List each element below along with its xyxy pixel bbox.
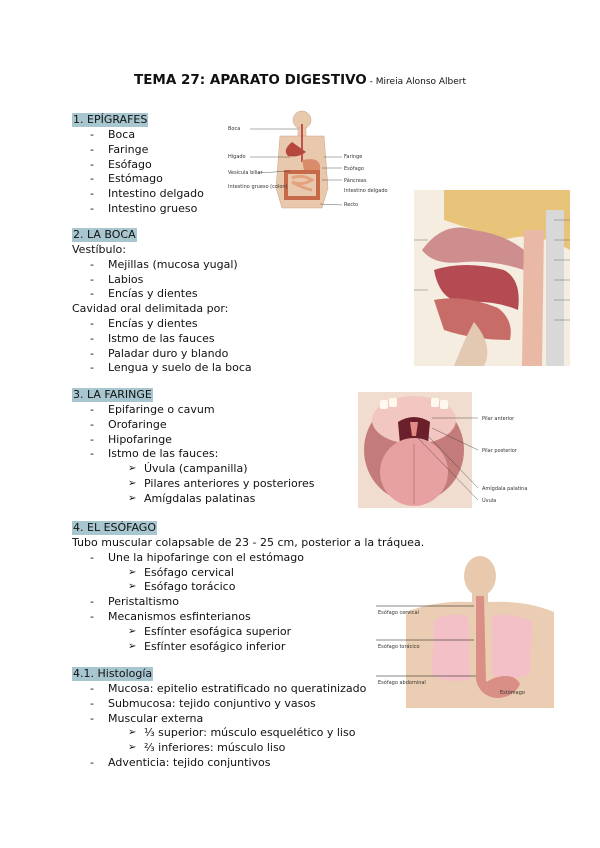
sub-list-item: ➢ ⅔ inferiores: músculo liso: [128, 741, 286, 755]
list-item: - Istmo de las fauces:: [90, 447, 219, 461]
section-faringe: [72, 383, 315, 507]
section-histologia: [72, 662, 366, 771]
figure-label: Amígdala palatina: [482, 486, 528, 492]
list-item: - Paladar duro y blando: [90, 346, 229, 360]
figure-label: Esófago torácico: [378, 644, 420, 650]
figure-label: Esófago cervical: [378, 610, 419, 616]
mouth-sagittal-figure: [414, 190, 570, 366]
list-item: - Encías y dientes: [90, 287, 198, 301]
list-item: - Hipofaringe: [90, 432, 172, 446]
figure-label: Páncreas: [344, 178, 367, 184]
title-text: TEMA 27: APARATO DIGESTIVO: [133, 72, 367, 88]
figure-label: Esófago abdominal: [378, 680, 426, 686]
figure-label: Intestino grueso (colon): [228, 184, 288, 190]
esophagus-figure: [376, 556, 568, 708]
figure-label: Esófago: [344, 166, 364, 172]
list-item: - Mucosa: epitelio estratificado no queratinizado: [90, 682, 367, 695]
sub-list-item: ➢ Esófago torácico: [128, 580, 236, 594]
paragraph: Tubo muscular colapsable de 23 - 25 cm, posterior a la tráquea.: [72, 536, 425, 549]
paragraph: Vestíbulo:: [72, 243, 126, 256]
figure-label: Faringe: [344, 154, 363, 160]
figure-label: Vesícula biliar: [228, 170, 263, 176]
list-item: - Intestino grueso: [90, 201, 198, 215]
list-item: - Boca: [90, 128, 136, 141]
author: - Mireia Alonso Albert: [366, 77, 467, 87]
figure-label: Pilar anterior: [482, 416, 515, 422]
figure-label: Pilar posterior: [482, 448, 517, 454]
list-item: - Orofaringe: [90, 417, 167, 431]
figure-label: Estómago: [500, 690, 525, 696]
list-item: - Faringe: [90, 142, 149, 156]
list-item: - Une la hipofaringe con el estómago: [90, 550, 305, 564]
digestive-system-figure: [228, 108, 388, 212]
list-item: - Istmo de las fauces: [90, 331, 215, 345]
list-item: - Adventicia: tejido conjuntivos: [90, 755, 271, 769]
list-item: - Lengua y suelo de la boca: [90, 361, 252, 375]
list-item: - Peristaltismo: [90, 595, 179, 609]
section-heading: 2. LA BOCA: [73, 228, 136, 241]
sub-list-item: ➢ Úvula (campanilla): [128, 462, 248, 476]
sub-list-item: ➢ Amígdalas palatinas: [128, 491, 256, 505]
figure-label: Boca: [228, 126, 241, 132]
sub-list-item: ➢ Pilares anteriores y posteriores: [128, 476, 315, 490]
section-esofago: [72, 516, 424, 654]
section-epigrafes: [72, 108, 204, 217]
list-item: - Muscular externa: [90, 711, 204, 725]
list-item: - Epifaringe o cavum: [90, 403, 215, 416]
figure-label: Úvula: [482, 498, 497, 504]
section-boca: [72, 223, 252, 376]
figure-label: Hígado: [228, 154, 246, 160]
list-item: - Estómago: [90, 172, 163, 186]
pharynx-figure: [358, 392, 534, 508]
section-heading: 4.1. Histología: [73, 667, 153, 680]
list-item: - Intestino delgado: [90, 187, 204, 201]
list-item: - Mecanismos esfinterianos: [90, 609, 251, 623]
sub-list-item: ➢ Esfínter esofágico inferior: [128, 639, 286, 653]
section-heading: 4. EL ESÓFAGO: [73, 521, 156, 534]
sub-list-item: ➢ Esfínter esofágica superior: [128, 624, 292, 638]
list-item: - Mejillas (mucosa yugal): [90, 257, 238, 271]
section-heading: 3. LA FARINGE: [73, 388, 152, 401]
sub-list-item: ➢ ⅓ superior: músculo esquelético y liso: [128, 726, 356, 740]
page-title: [0, 72, 600, 88]
paragraph: Cavidad oral delimitada por:: [72, 302, 229, 316]
list-item: - Encías y dientes: [90, 316, 198, 330]
sub-list-item: ➢ Esófago cervical: [128, 565, 234, 579]
section-heading: 1. EPÍGRAFES: [73, 113, 148, 126]
figure-label: Recto: [344, 202, 359, 208]
figure-label: Intestino delgado: [344, 188, 388, 194]
list-item: - Esófago: [90, 157, 152, 171]
list-item: - Labios: [90, 272, 144, 286]
list-item: - Submucosa: tejido conjuntivo y vasos: [90, 696, 316, 710]
